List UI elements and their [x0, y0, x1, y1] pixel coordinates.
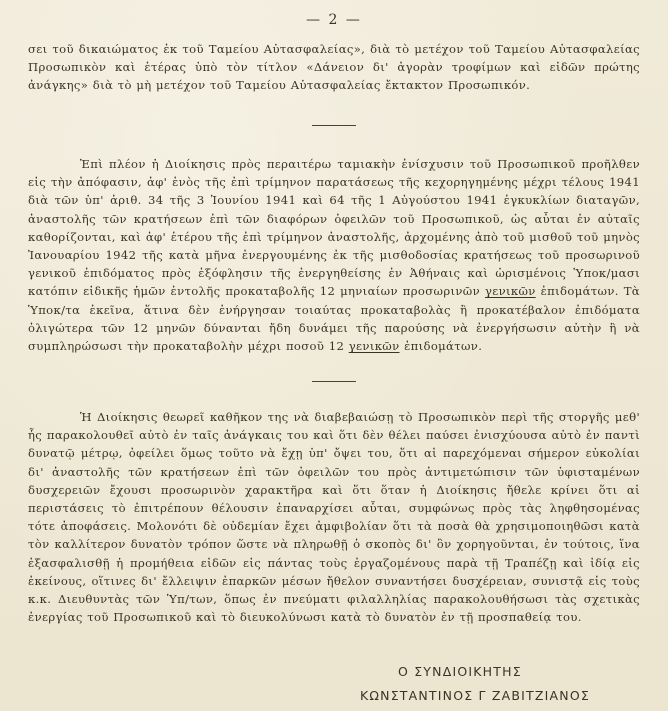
- underlined-word-2: γενικῶν: [348, 339, 400, 354]
- paragraph-2: [28, 155, 640, 355]
- underlined-word-1: γενικῶν: [484, 284, 536, 299]
- signature-name: ΚΩΝΣΤΑΝΤΙΝΟΣ Γ ΖΑΒΙΤΖΙΑΝΟΣ: [360, 688, 590, 703]
- paragraph-3: Ἡ Διοίκησις θεωρεῖ καθῆκον της νὰ διαβεβαιώσῃ τὸ Προσωπικὸν περὶ τῆς στοργῆς μεθ' ἧς παρακολουθεῖ αὐτὸ ἐν ταῖς ἀνάγκαις του καὶ ὅτι δὲν θέλει παύσει ἐνισχύουσα αὐτὸ ἐν παντὶ δυνατῷ μέτρῳ, ὀφείλει ὅμως τοῦτο νὰ ἔχῃ ὑπ' ὄψει του, ὅτι αἱ παρεχόμεναι σήμερον εὐκολίαι δι' ἀναστολῆς τῶν κρατήσεων ἐπὶ τῶν ὀφειλῶν του πρὸς ἀντιμετώπισιν τῶν ὑφισταμένων δυσχερειῶν ἔχουσι προσωρινὸν χαρακτῆρα καὶ ὅτι ὅταν ἡ Διοίκησις ἤθελε κρίνει ὅτι αἱ περιστάσεις τὸ ἐπιτρέπουν θέλουσιν ἐπαναρχίσει αὗται, συμφώνως πρὸς τὰς ληφθησομένας τότε ἀποφάσεις. Μολονότι δὲ οὐδεμίαν ἔχει ἀμφιβολίαν ὅτι τὰ ποσὰ θὰ χρησιμοποιηθῶσι κατὰ τὸν καλλίτερον δυνατὸν τρόπον ὥστε νὰ πληρωθῇ ὁ σκοπὸς δι' ὃν χορηγοῦνται, ἐν τούτοις, ἵνα ἐξασφαλισθῇ ἡ προμήθεια εἰδῶν εἰς πάντας τοὺς ἐργαζομένους παρὰ τῇ Τραπέζῃ καὶ ἰδίᾳ εἰς ἐκείνους, οἵτινες δι' ἔλλειψιν ἐπαρκῶν μέσων ἤθελον συναντήσει δυσχέρειαν, συνιστᾷ εἰς τοὺς κ.κ. Διευθυντὰς τῶν Ὑπ/των, ὅπως ἐν πνεύματι φιλαλληλίας παρακολουθήσωσι τὰς σχετικὰς ἐνεργίας τοῦ Προσωπικοῦ καὶ τὸ διευκολύνωσι κατὰ τὸ δυνατὸν ἐν τῇ προσπαθείᾳ του.: [28, 410, 640, 625]
- page-number: — 2 —: [306, 12, 362, 28]
- paragraph-2-text-a: Ἐπὶ πλέον ἡ Διοίκησις πρὸς περαιτέρω ταμιακὴν ἐνίσχυσιν τοῦ Προσωπικοῦ προῆλθεν εἰς τὴν ἀπόφασιν, ἀφ' ἑνὸς τῆς ἐπὶ τρίμηνον παρατάσεως τῆς κεχορηγημένης μέχρι τέλους 1941 διὰ τῶν ὑπ' ἀριθ. 34 τῆς 3 Ἰουνίου 1941 καὶ 64 τῆς 1 Αὐγούστου 1941 ἐγκυκλίων διαταγῶν, ἀναστολῆς τῶν κρατήσεων ἐπὶ τῶν διαφόρων ὀφειλῶν τοῦ Προσωπικοῦ, ὡς αὗται ἐν αὐταῖς καθορίζονται, καὶ ἀφ' ἑτέρου τῆς ἐπὶ τρίμηνον ἀναστολῆς, ἀρχομένης ἀπὸ τοῦ μισθοῦ τοῦ μηνὸς Ἰανουαρίου 1942 τῆς κατὰ μῆνα ἐνεργουμένης ἐκ τῆς μισθοδοσίας κρατήσεως τοῦ προσωρινοῦ γενικοῦ ἐπιδόματος πρὸς ἐξόφλησιν τῆς ἐνεργηθείσης ἐν Ἀθήναις καὶ ὡρισμένοις Ὑποκ/μασι κατόπιν εἰδικῆς ἡμῶν ἐντολῆς προκαταβολῆς 12 μηνιαίων προσωρινῶν: [28, 157, 640, 299]
- separator-line-1: [312, 125, 356, 126]
- separator-line-2: [312, 381, 356, 382]
- paragraph-2-text-b: ἐπιδομάτων. Τὰ Ὑποκ/τα ἐκεῖνα, ἅτινα δὲν ἐνήργησαν τοιαύτας προκαταβολὰς ἢ προκατέβαλον ἐπιδόματα ὀλιγώτερα τῶν 12 μηνῶν δύνανται ἤδη δυνάμει τῆς παρούσης νὰ ἐνεργήσωσιν αὐτὴν ἢ νὰ συμπληρώσωσι τὴν προκαταβολὴν μέχρι ποσοῦ 12: [28, 284, 640, 354]
- signature-title: Ο ΣΥΝΔΙΟΙΚΗΤΗΣ: [398, 664, 522, 679]
- paragraph-1: σει τοῦ δικαιώματος ἐκ τοῦ Ταμείου Αὐτασφαλείας», διὰ τὸ μετέχον τοῦ Ταμείου Αὐτασφαλείας Προσωπικὸν καὶ ἑτέρας ὑπὸ τὸν τίτλον «Δάνειον δι' ἀγορὰν τροφίμων καὶ εἰδῶν πρώτης ἀνάγκης» διὰ τὸ μὴ μετέχον τοῦ Ταμείου Αὐτασφαλείας ἔκτακτον Προσωπικόν.: [28, 42, 640, 93]
- paragraph-2-text-c: ἐπιδομάτων.: [404, 339, 483, 354]
